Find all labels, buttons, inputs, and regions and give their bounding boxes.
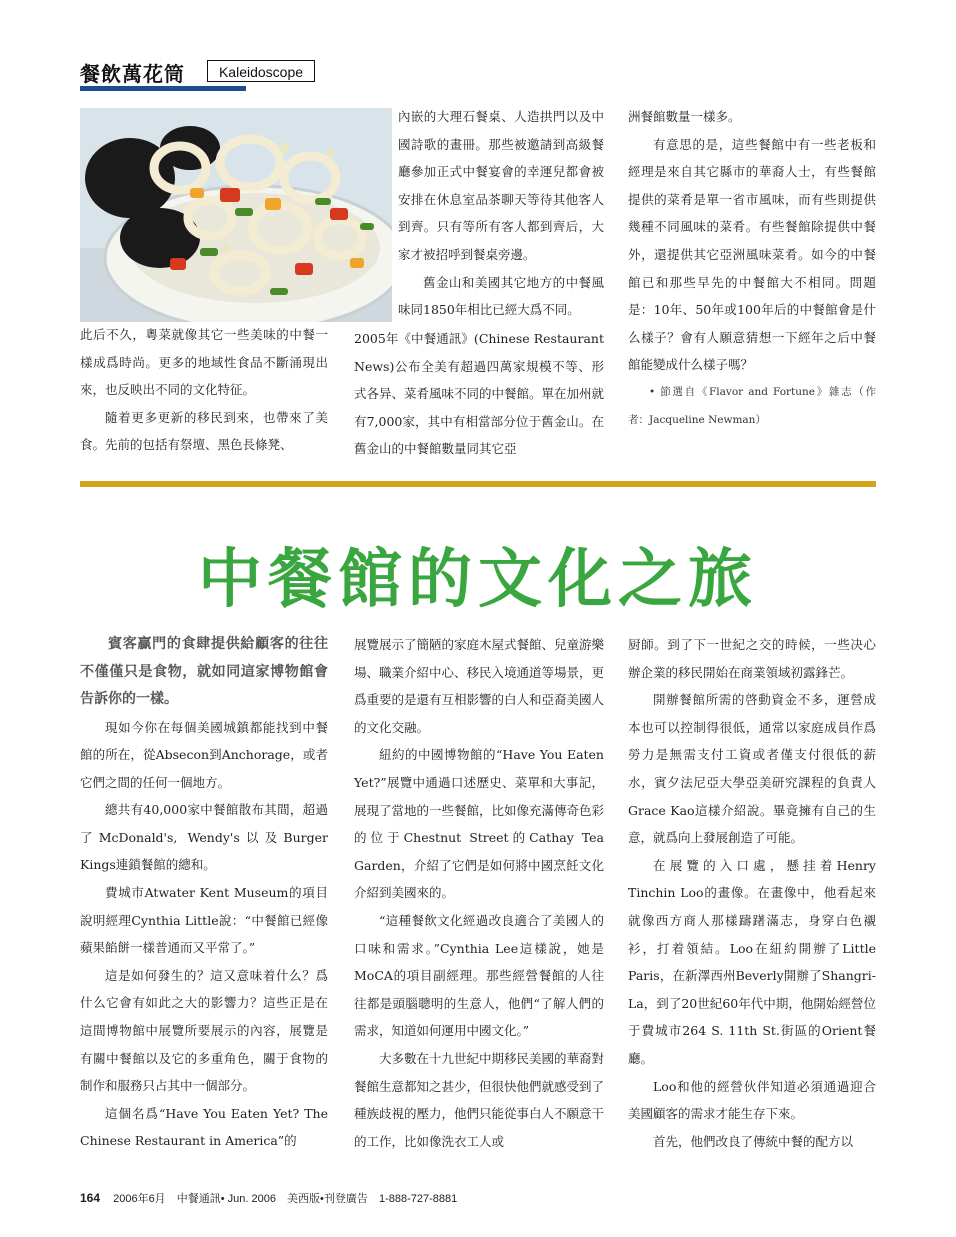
paragraph: 舊金山和美國其它地方的中餐風味同1850年相比已經大爲不同。: [398, 274, 604, 318]
main-article-column-2: [354, 631, 604, 1155]
paragraph: 總共有40,000家中餐館散布其間，超過了McDonald's, Wendy's以及Burger Kings連鎖餐館的總和。: [80, 802, 328, 873]
paragraph: Loo和他的經營伙伴知道必須通過迎合美國顧客的需求才能生存下來。: [628, 1078, 876, 1122]
page-footer: [80, 1190, 465, 1206]
paragraph: 內嵌的大理石餐桌、人造拱門以及中國詩歌的畫冊。那些被邀請到高級餐廳參加正式中餐宴會的幸運兒都會被安排在休息室品茶聊天等待其他客人到齊。只有等所有客人都到齊后，大家才被招呼到餐桌旁邊。: [398, 109, 604, 262]
section-underline: [80, 86, 246, 91]
edition-label: 美西版•刊登廣告: [287, 1193, 368, 1205]
paragraph: 2005年《中餐通訊》(Chinese Restaurant News)公布全美有超過四萬家規模不等、形式各异、菜肴風味不同的中餐館。單在加州就有7,000家，其中有相當部分位于舊金山。在舊金山的中餐館數量同其它亞: [354, 331, 605, 457]
paragraph: 展覽展示了簡陋的家庭木屋式餐館、兒童游樂場、職業介紹中心、移民入境通道等場景，更爲重要的是還有互相影響的白人和亞裔美國人的文化交融。: [354, 637, 605, 735]
paragraph: 隨着更多更新的移民到來，也帶來了美食。先前的包括有祭壇、黑色長條凳、: [80, 409, 328, 453]
paragraph: 洲餐館數量一樣多。: [628, 109, 741, 124]
section-divider: [80, 481, 876, 487]
issue-date: 2006年6月: [113, 1193, 166, 1205]
article-headline: 中餐館的文化之旅: [198, 542, 758, 617]
paragraph: 大多數在十九世紀中期移民美國的華裔對餐館生意都知之甚少，但很快他們就感受到了種族歧視的壓力，他們只能從事白人不願意干的工作，比如像洗衣工人或: [354, 1050, 605, 1149]
publication-name: 中餐通訊• Jun. 2006: [176, 1193, 276, 1205]
food-photo: [80, 108, 392, 322]
food-photo-illustration: [80, 108, 392, 322]
top-article-column-2-top: [398, 103, 604, 324]
paragraph: 首先，他們改良了傳統中餐的配方以: [653, 1133, 854, 1149]
section-title: 餐飲萬花筒: [80, 62, 185, 86]
page-number: 164: [80, 1191, 101, 1205]
paragraph: 現如今你在每個美國城鎮都能找到中餐館的所在，從Absecon到Anchorage，或者它們之間的任何一個地方。: [80, 719, 328, 790]
paragraph: 紐約的中國博物館的“Have You Eaten Yet?”展覽中通過口述歷史、菜單和大事記，展現了當地的一些餐館，比如像充滿傳奇色彩的位于Chestnut Street的Cathay Tea Garden，介紹了它們是如何將中國烹飪文化介紹到美國來的。: [354, 747, 605, 901]
top-article-column-3: [628, 103, 876, 434]
paragraph: 有意思的是，這些餐館中有一些老板和經理是來自其它縣市的華裔人士，有些餐館提供的菜肴是單一省市風味，而有些則提供幾種不同風味的菜肴。有些餐館除提供中餐外，還提供其它亞洲風味菜肴。如今的中餐館已和那些早先的中餐館大不相同。問題是：10年、50年或100年后的中餐館會是什么樣子？會有人願意猜想一下經年之后中餐館能變成什么樣子嗎？: [628, 136, 876, 373]
source-note: • 節選自《Flavor and Fortune》雜志（作者：Jacqueline Newman）: [628, 385, 876, 426]
paragraph: 費城市Atwater Kent Museum的項目說明經理Cynthia Little說：“中餐館已經像蘋果餡餅一樣普通而又平常了。”: [80, 885, 328, 956]
main-article-column-3: [628, 631, 876, 1155]
top-article-column-1: [80, 321, 328, 459]
top-article-column-2-bottom: [354, 325, 604, 463]
paragraph: 這是如何發生的？這又意味着什么？爲什么它會有如此之大的影響力？這些正是在這間博物館中展覽所要展示的內容，展覽是有關中餐館以及它的多重角色，關于食物的制作和服務只占其中一個部分。: [80, 967, 328, 1094]
paragraph: 開辦餐館所需的啓動資金不多，運營成本也可以控制得很低，通常以家庭成員作爲勞力是無需支付工資或者僅支付很低的薪水，賓夕法尼亞大學亞美研究課程的負責人Grace Kao這樣介紹說。畢竟擁有自己的生意，就爲向上發展創造了可能。: [628, 692, 876, 846]
article-lead: 賓客贏門的食肆提供給顧客的往往不僅僅只是食物，就如同這家博物館會告訴你的一樣。: [80, 636, 328, 707]
section-label: Kaleidoscope: [207, 60, 315, 82]
paragraph: 此后不久，粵菜就像其它一些美味的中餐一樣成爲時尚。更多的地域性食品不斷涌現出來，也反映出不同的文化特征。: [80, 327, 328, 398]
paragraph: “這種餐飲文化經過改良適合了美國人的口味和需求。”Cynthia Lee這樣說，她是MoCA的項目副經理。那些經營餐館的人往往都是頭腦聰明的生意人，他們“了解人們的需求，知道如何運用中國文化。”: [354, 912, 604, 1039]
main-article-column-1: [80, 631, 328, 1155]
phone-number: 1-888-727-8881: [378, 1193, 458, 1205]
paragraph: 厨師。到了下一世紀之交的時候，一些决心辦企業的移民開始在商業領域初露鋒芒。: [628, 637, 876, 680]
paragraph: 這個名爲“Have You Eaten Yet? The Chinese Restaurant in America”的: [80, 1105, 328, 1149]
paragraph: 在展覽的入口處，懸挂着Henry Tinchin Loo的畫像。在畫像中，他看起來就像西方商人那樣躊躇滿志，身穿白色襯衫，打着領結。Loo在紐約開辦了Little Paris，在新澤西州Beverly開辦了Shangri-La，到了20世紀60年代中期，他開始經營位于費城市264 S. 11th St.街區的Orient餐廳。: [628, 857, 876, 1066]
